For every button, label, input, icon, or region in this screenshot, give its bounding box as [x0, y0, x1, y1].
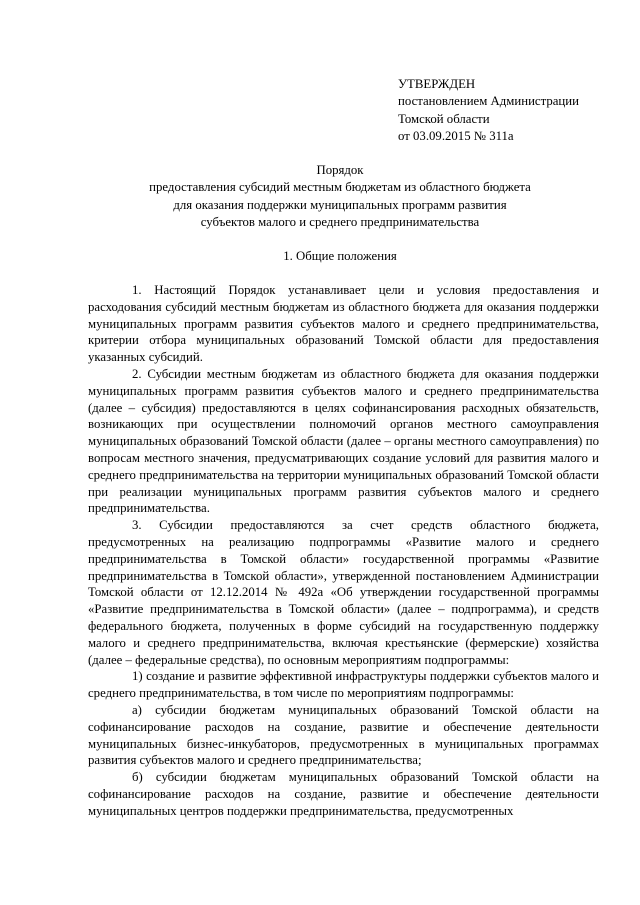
paragraph: а) субсидии бюджетам муниципальных образований Томской области на софинансирование расходов на создание, развитие и обеспечение деятельности муниципальных бизнес-инкубаторов, предусмотренных в муниципальных программах развития субъектов малого и среднего предпринимательства;: [88, 702, 599, 768]
document-title: [80, 162, 600, 232]
approval-line: постановлением Администрации: [398, 94, 579, 109]
section-heading: 1. Общие положения: [283, 249, 397, 263]
approval-stamp: [398, 76, 579, 146]
paragraph: 1) создание и развитие эффективной инфраструктуры поддержки субъектов малого и среднего предпринимательства, в том числе по мероприятиям подпрограммы:: [88, 669, 599, 701]
title-line: Порядок: [316, 163, 364, 177]
paragraph: б) субсидии бюджетам муниципальных образований Томской области на софинансирование расходов на создание, развитие и обеспечение деятельности муниципальных центров поддержки предпринимательства, предусмотренных: [88, 770, 599, 818]
title-line: для оказания поддержки муниципальных программ развития: [173, 197, 507, 212]
paragraph: 2. Субсидии местным бюджетам из областного бюджета для оказания поддержки муниципальных программ развития субъектов малого и среднего предпринимательства (далее – субсидия) предоставляются в целях софинансирования расходных обязательств, возникающих при осуществлении полномочий органов местного самоуправления муниципальных образований Томской области (далее – органы местного самоуправления) по вопросам местного значения, предусматривающих создание условий для развития малого и среднего предпринимательства на территории муниципальных образований Томской области при реализации муниципальных программ развития субъектов малого и среднего предпринимательства.: [88, 366, 599, 516]
approval-line: УТВЕРЖДЕН: [398, 77, 476, 91]
title-line: субъектов малого и среднего предпринимательства: [200, 215, 480, 230]
approval-date: от 03.09.2015 № 311а: [398, 129, 514, 144]
approval-line: Томской области: [398, 111, 490, 126]
paragraph: 3. Субсидии предоставляются за счет средств областного бюджета, предусмотренных на реализацию подпрограммы «Развитие малого и среднего предпринимательства в Томской области» государственной программы «Развитие предпринимательства в Томской области», утвержденной постановлением Администрации Томской области от 12.12.2014 № 492а «Об утверждении государственной программы «Развитие предпринимательства в Томской области» (далее – подпрограмма), и средств федерального бюджета, полученных в форме субсидий на государственную поддержку малого и среднего предпринимательства, включая крестьянские (фермерские) хозяйства (далее – федеральные средства), по основным мероприятиям подпрограммы:: [88, 518, 599, 667]
document-body: [88, 282, 599, 820]
title-line: предоставления субсидий местным бюджетам из областного бюджета: [149, 180, 531, 195]
paragraph: 1. Настоящий Порядок устанавливает цели и условия предоставления и расходования субсидий местным бюджетам из областного бюджета для оказания поддержки муниципальных программ развития субъектов малого и среднего предпринимательства, критерии отбора муниципальных образований Томской области для предоставления указанных субсидий.: [88, 283, 599, 365]
